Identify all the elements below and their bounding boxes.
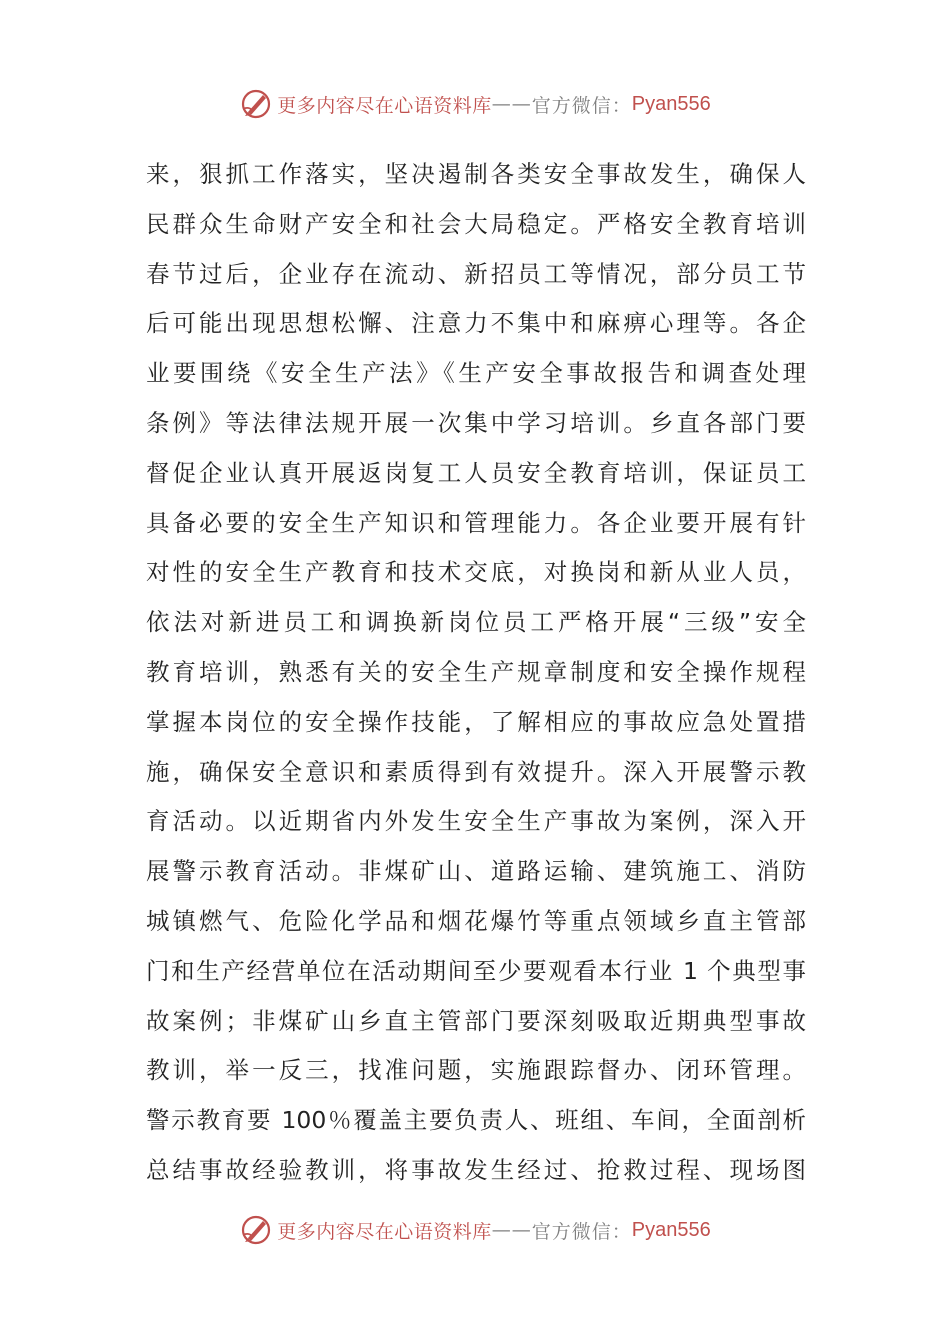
text-line: 依法对新进员工和调换新岗位员工严格开展“三级”安全 (146, 608, 806, 637)
text-line: 总结事故经验教训，将事故发生经过、抢救过程、现场图 (146, 1155, 806, 1184)
text-line: 督促企业认真开展返岗复工人员安全教育培训，保证员工 (146, 458, 806, 487)
text-line: 春节过后，企业存在流动、新招员工等情况，部分员工节 (146, 259, 806, 288)
text-line: 条例》等法律法规开展一次集中学习培训。乡直各部门要 (146, 408, 806, 437)
text-line: 展警示教育活动。非煤矿山、道路运输、建筑施工、消防 (146, 857, 806, 886)
banner-wechat-id: Pyan556 (631, 1218, 711, 1241)
text-line: 故案例；非煤矿山乡直主管部门要深刻吸取近期典型事故 (146, 1006, 806, 1035)
document-body (146, 150, 806, 1196)
banner-wechat-label: 官方微信： (531, 94, 632, 117)
header-banner (0, 84, 950, 124)
text-line: 后可能出现思想松懈、注意力不集中和麻痹心理等。各企 (146, 309, 806, 338)
text-line: 民群众生命财产安全和社会大局稳定。严格安全教育培训 (146, 209, 806, 238)
banner-main-text: 更多内容尽在心语资料库 (277, 94, 492, 117)
banner-main-text: 更多内容尽在心语资料库 (277, 1220, 492, 1243)
pen-logo-icon (239, 87, 273, 121)
text-line: 掌握本岗位的安全操作技能，了解相应的事故应急处置措 (146, 707, 806, 736)
text-line: 对性的安全生产教育和技术交底，对换岗和新从业人员， (146, 558, 806, 587)
text-line: 育活动。以近期省内外发生安全生产事故为案例，深入开 (146, 807, 806, 836)
pen-logo-icon (239, 1213, 273, 1247)
text-line: 教育培训，熟悉有关的安全生产规章制度和安全操作规程 (146, 657, 806, 686)
text-line: 来，狠抓工作落实，坚决遏制各类安全事故发生，确保人 (146, 160, 806, 188)
text-line: 施，确保安全意识和素质得到有效提升。深入开展警示教 (146, 757, 806, 786)
text-line: 具备必要的安全生产知识和管理能力。各企业要开展有针 (146, 508, 806, 537)
banner-dash: —— (491, 1219, 532, 1241)
text-line: 门和生产经营单位在活动期间至少要观看本行业 1 个典型事 (146, 956, 806, 985)
text-line: 城镇燃气、危险化学品和烟花爆竹等重点领域乡直主管部 (146, 906, 806, 935)
banner-dash: —— (491, 93, 532, 115)
banner-wechat-id: Pyan556 (631, 92, 711, 115)
text-line: 业要围绕《安全生产法》《生产安全事故报告和调查处理 (146, 359, 806, 388)
footer-banner (0, 1210, 950, 1250)
banner-wechat-label: 官方微信： (531, 1220, 632, 1243)
text-line: 警示教育要 100％覆盖主要负责人、班组、车间，全面剖析 (146, 1106, 806, 1135)
text-line: 教训，举一反三，找准问题，实施跟踪督办、闭环管理。 (146, 1056, 806, 1085)
